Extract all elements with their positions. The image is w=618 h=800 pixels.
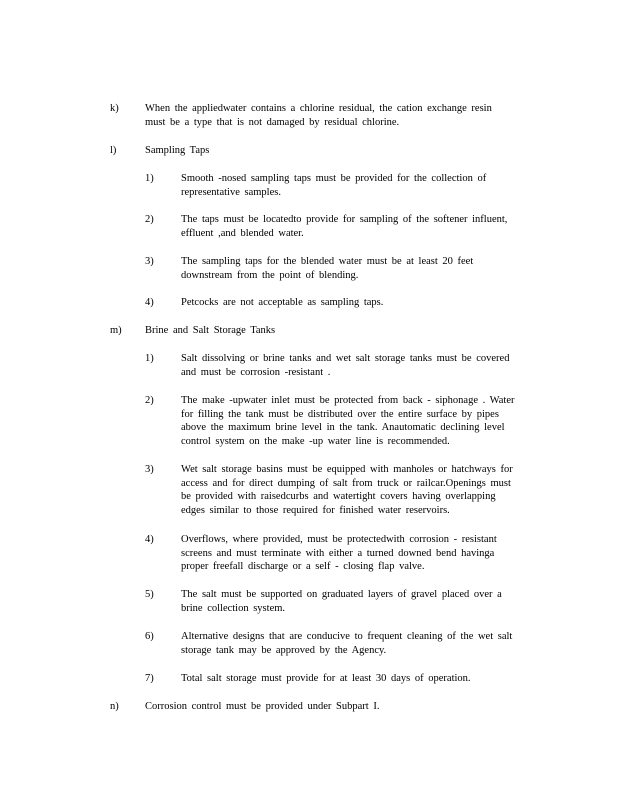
item-line: Salt dissolving or brine tanks and wet salt storage tanks must be covered bbox=[181, 353, 510, 364]
item-line: The salt must be supported on graduated layers of gravel placed over a bbox=[181, 589, 502, 600]
item-line: Total salt storage must provide for at least 30 days of operation. bbox=[181, 673, 471, 684]
item-line: Wet salt storage basins must be equipped with manholes or hatchways for bbox=[181, 464, 513, 475]
item-label: 3) bbox=[145, 464, 154, 475]
item-text bbox=[181, 296, 383, 310]
item-line: be provided with raisedcurbs and watertight covers having overlapping bbox=[181, 491, 496, 503]
section-k-line-2: must be a type that is not damaged by residual chlorine. bbox=[145, 116, 400, 128]
item-line: edges similar to those required for finished water reservoirs. bbox=[181, 504, 450, 516]
item-line: Overflows, where provided, must be protectedwith corrosion - resistant bbox=[181, 534, 497, 545]
section-l-heading bbox=[145, 144, 209, 158]
section-k-line-1: When the appliedwater contains a chlorine residual, the cation exchange resin bbox=[145, 103, 492, 114]
item-line: above the maximum brine level in the tank. Anautomatic declining level bbox=[181, 422, 505, 434]
item-label: 2) bbox=[145, 395, 154, 406]
item-label: 4) bbox=[145, 534, 154, 545]
item-text bbox=[181, 172, 486, 199]
section-l-heading-text: Sampling Taps bbox=[145, 145, 210, 156]
item-line: Petcocks are not acceptable as sampling taps. bbox=[181, 297, 384, 308]
section-n-line-1: Corrosion control must be provided under Subpart I. bbox=[145, 701, 380, 712]
item-line: for filling the tank must be distributed over the entire surface by pipes bbox=[181, 408, 499, 420]
item-text bbox=[181, 630, 512, 657]
item-label: 3) bbox=[145, 256, 154, 267]
item-text bbox=[181, 533, 497, 574]
item-label: 4) bbox=[145, 297, 154, 308]
item-line: The sampling taps for the blended water must be at least 20 feet bbox=[181, 256, 474, 267]
section-k-label: k) bbox=[110, 103, 119, 114]
item-text bbox=[181, 394, 514, 448]
item-line: downstream from the point of blending. bbox=[181, 269, 359, 281]
item-line: Smooth -nosed sampling taps must be provided for the collection of bbox=[181, 173, 487, 184]
item-label: 1) bbox=[145, 173, 154, 184]
section-n-text bbox=[145, 700, 379, 714]
item-text bbox=[181, 588, 502, 615]
item-label: 2) bbox=[145, 214, 154, 225]
item-line: effluent ,and blended water. bbox=[181, 227, 304, 239]
item-text bbox=[181, 463, 513, 517]
item-label: 7) bbox=[145, 673, 154, 684]
item-line: access and for direct dumping of salt from truck or railcar.Openings must bbox=[181, 477, 511, 489]
item-text bbox=[181, 672, 471, 686]
item-line: representative samples. bbox=[181, 186, 281, 198]
item-line: The taps must be locatedto provide for sampling of the softener influent, bbox=[181, 214, 508, 225]
section-k-text bbox=[145, 102, 492, 129]
item-line: screens and must terminate with either a turned downed bend havinga bbox=[181, 547, 495, 559]
item-line: proper freefall discharge or a self - closing flap valve. bbox=[181, 561, 425, 573]
item-label: 1) bbox=[145, 353, 154, 364]
item-label: 6) bbox=[145, 631, 154, 642]
item-label: 5) bbox=[145, 589, 154, 600]
item-line: and must be corrosion -resistant . bbox=[181, 366, 331, 378]
section-m-heading-text: Brine and Salt Storage Tanks bbox=[145, 325, 276, 336]
item-text bbox=[181, 255, 473, 282]
item-line: Alternative designs that are conducive to frequent cleaning of the wet salt bbox=[181, 631, 513, 642]
item-line: storage tank may be approved by the Agency. bbox=[181, 644, 387, 656]
item-line: control system on the make -up water line is recommended. bbox=[181, 435, 450, 447]
item-text bbox=[181, 352, 509, 379]
item-line: brine collection system. bbox=[181, 602, 286, 614]
section-n-label: n) bbox=[110, 701, 119, 712]
section-m-label: m) bbox=[110, 325, 122, 336]
item-line: The make -upwater inlet must be protected from back - siphonage . Water bbox=[181, 395, 515, 406]
section-l-label: l) bbox=[110, 145, 117, 156]
item-text bbox=[181, 213, 507, 240]
section-m-heading bbox=[145, 324, 275, 338]
